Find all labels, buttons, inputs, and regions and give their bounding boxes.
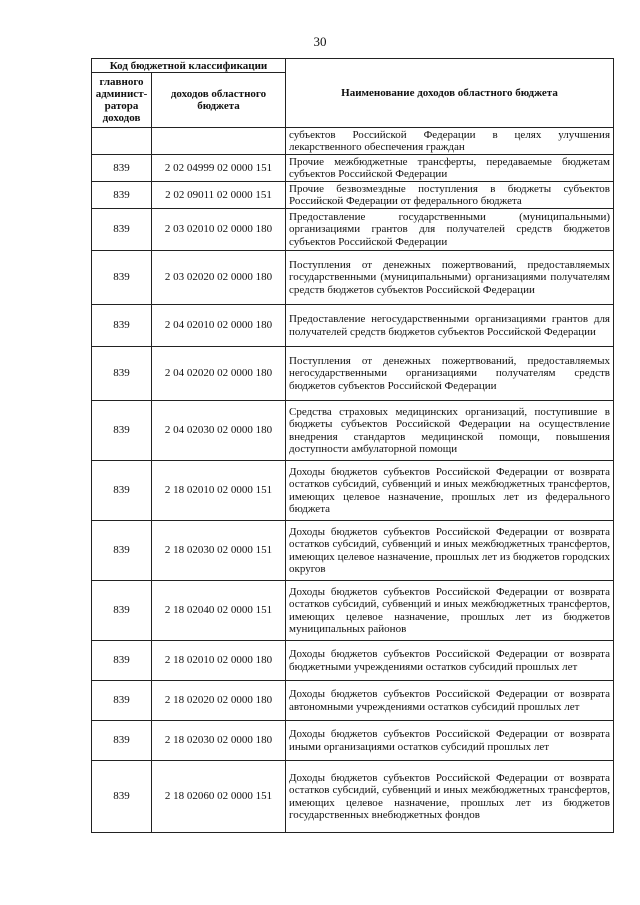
budget-code: 2 03 02010 02 0000 180 (152, 209, 286, 251)
budget-code: 2 04 02020 02 0000 180 (152, 347, 286, 401)
table-row (92, 347, 614, 401)
table-row (92, 461, 614, 521)
admin-code: 839 (92, 641, 152, 681)
income-name: Предоставление негосударственными организациями грантов для получателей средств бюджетов субъектов Российской Федерации (286, 305, 614, 347)
admin-code: 839 (92, 461, 152, 521)
budget-code (152, 128, 286, 155)
income-name: Доходы бюджетов субъектов Российской Федерации от возврата автономными учреждениями остатков субсидий прошлых лет (286, 681, 614, 721)
header-income-name: Наименование доходов областного бюджета (286, 59, 614, 128)
table-row (92, 681, 614, 721)
table-row (92, 761, 614, 833)
admin-code: 839 (92, 251, 152, 305)
admin-code: 839 (92, 155, 152, 182)
income-name: Прочие безвозмездные поступления в бюджеты субъектов Российской Федерации от федерального бюджета (286, 182, 614, 209)
table-row (92, 721, 614, 761)
admin-code: 839 (92, 721, 152, 761)
admin-code: 839 (92, 209, 152, 251)
budget-code: 2 18 02030 02 0000 180 (152, 721, 286, 761)
income-name: Прочие межбюджетные трансферты, передаваемые бюджетам субъектов Российской Федерации (286, 155, 614, 182)
income-name: Доходы бюджетов субъектов Российской Федерации от возврата иными организациями остатков субсидий прошлых лет (286, 721, 614, 761)
income-name: Доходы бюджетов субъектов Российской Федерации от возврата бюджетными учреждениями остатков субсидий прошлых лет (286, 641, 614, 681)
table-row (92, 401, 614, 461)
budget-code: 2 04 02010 02 0000 180 (152, 305, 286, 347)
header-budget-classification-code: Код бюджетной классификации (92, 59, 286, 73)
budget-code: 2 18 02060 02 0000 151 (152, 761, 286, 833)
table-row (92, 305, 614, 347)
admin-code: 839 (92, 581, 152, 641)
budget-code: 2 02 09011 02 0000 151 (152, 182, 286, 209)
income-classification-table (91, 58, 614, 833)
table-row (92, 581, 614, 641)
budget-code: 2 18 02020 02 0000 180 (152, 681, 286, 721)
admin-code: 839 (92, 761, 152, 833)
table-row (92, 521, 614, 581)
admin-code: 839 (92, 182, 152, 209)
income-name: Средства страховых медицинских организаций, поступившие в бюджеты субъектов Российской Федерации на осуществление внедрения стандартов медицинской помощи, повышения доступности амбулаторной помощи (286, 401, 614, 461)
budget-code: 2 04 02030 02 0000 180 (152, 401, 286, 461)
page-number: 30 (313, 34, 327, 49)
admin-code (92, 128, 152, 155)
income-name: Доходы бюджетов субъектов Российской Федерации от возврата остатков субсидий, субвенций и иных межбюджетных трансфертов, имеющих целевое назначение, прошлых лет из бюджетов муниципальных районов (286, 581, 614, 641)
income-name: Поступления от денежных пожертвований, предоставляемых негосударственными организациями получателям средств бюджетов субъектов Российской Федерации (286, 347, 614, 401)
income-name: Доходы бюджетов субъектов Российской Федерации от возврата остатков субсидий, субвенций и иных межбюджетных трансфертов, имеющих целевое назначение, прошлых лет из федерального бюджета (286, 461, 614, 521)
budget-code: 2 18 02040 02 0000 151 (152, 581, 286, 641)
header-regional-budget-income: доходов областного бюджета (152, 73, 286, 128)
income-name: Доходы бюджетов субъектов Российской Федерации от возврата остатков субсидий, субвенций и иных межбюджетных трансфертов, имеющих целевое назначение, прошлых лет из бюджетов городских округов (286, 521, 614, 581)
budget-code: 2 18 02030 02 0000 151 (152, 521, 286, 581)
table-row (92, 155, 614, 182)
header-chief-administrator: главного админист-ратора доходов (92, 73, 152, 128)
admin-code: 839 (92, 401, 152, 461)
income-name: Доходы бюджетов субъектов Российской Федерации от возврата остатков субсидий, субвенций и иных межбюджетных трансфертов, имеющих целевое назначение, прошлых лет из бюджетов государственных внебюджетных фондов (286, 761, 614, 833)
table-row (92, 209, 614, 251)
income-name: Предоставление государственными (муниципальными) организациями грантов для получателей средств бюджетов субъектов Российской Федерации (286, 209, 614, 251)
admin-code: 839 (92, 521, 152, 581)
budget-code: 2 03 02020 02 0000 180 (152, 251, 286, 305)
income-name: Поступления от денежных пожертвований, предоставляемых государственными (муниципальными) организациями получателям средств бюджетов субъектов Российской Федерации (286, 251, 614, 305)
budget-code: 2 18 02010 02 0000 151 (152, 461, 286, 521)
admin-code: 839 (92, 305, 152, 347)
table-row (92, 128, 614, 155)
admin-code: 839 (92, 347, 152, 401)
admin-code: 839 (92, 681, 152, 721)
budget-code: 2 02 04999 02 0000 151 (152, 155, 286, 182)
income-name: субъектов Российской Федерации в целях улучшения лекарственного обеспечения граждан (286, 128, 614, 155)
budget-code: 2 18 02010 02 0000 180 (152, 641, 286, 681)
table-row (92, 641, 614, 681)
table-row (92, 182, 614, 209)
table-row (92, 251, 614, 305)
